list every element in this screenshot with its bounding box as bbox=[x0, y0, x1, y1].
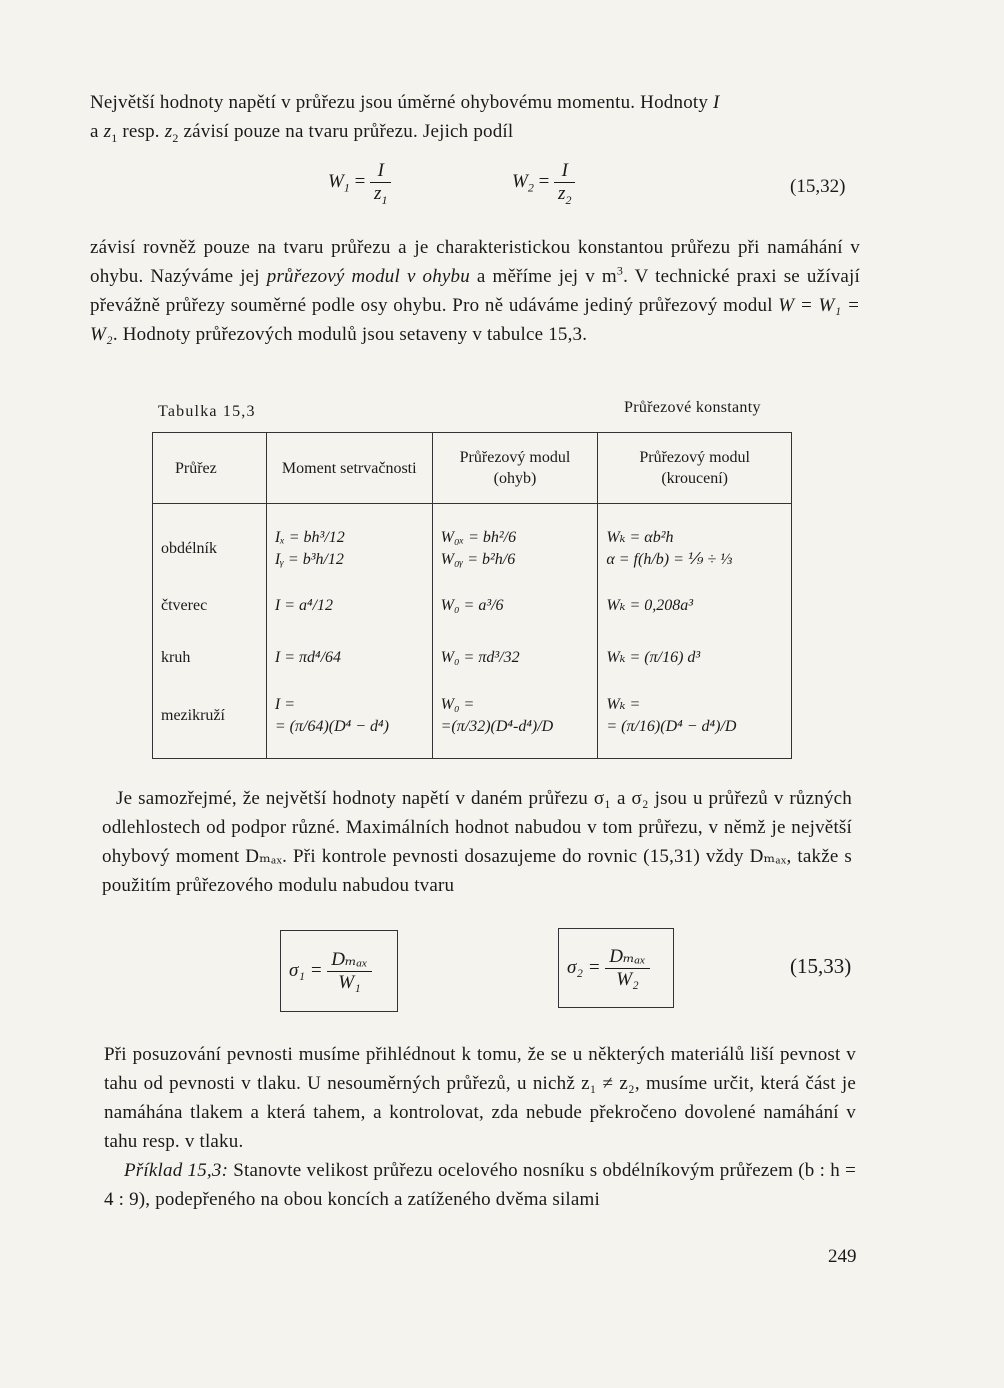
table-caption: Tabulka 15,3 bbox=[158, 403, 256, 420]
table-cell: kruh bbox=[153, 632, 267, 684]
formula-inline: W = W₁ = W₂ bbox=[90, 295, 860, 345]
paragraph-3: Je samozřejmé, že největší hodnoty napětí v daném průřezu σ₁ a σ₂ jsou u průřezů v různých odlehlostech od podpor různé. Maximálních hodnot nabudou v tom průřezu, v němž je největší ohybový moment Dₘₐₓ. Při kontrole pevnosti dosazujeme do rovnic (15,31) vždy Dₘₐₓ, takže s použitím průřezového modulu nabudou tvaru bbox=[102, 788, 852, 896]
text-line: a bbox=[90, 121, 104, 142]
table-header: Moment setrvačnosti bbox=[266, 433, 432, 504]
paragraph-5: Příklad 15,3: Stanovte velikost průřezu ocelového nosníku s obdélníkovým průřezem (b : h = 4 : 9), podepřeného na obou koncích a zatíženého dvěma silami bbox=[104, 1160, 857, 1210]
symbol-z1: z bbox=[103, 121, 112, 142]
table-cell: Wₖ = 0,208a³ bbox=[598, 580, 792, 632]
table-row bbox=[153, 632, 792, 684]
table-cell: W₀ₓ = bh²/6 W₀ᵧ = b²h/6 bbox=[432, 504, 598, 581]
table-header-row bbox=[153, 433, 792, 504]
table-row bbox=[153, 504, 792, 581]
equation-w2: $W_2$ = $\frac{I}{z_2}$ bbox=[512, 160, 575, 205]
equation-number: (15,33) bbox=[790, 954, 852, 978]
table-header: Průřezový modul (kroucení) bbox=[598, 433, 792, 504]
table-cell: Wₖ = = (π/16)(D⁴ − d⁴)/D bbox=[598, 684, 792, 759]
text-line: závisí pouze na tvaru průřezu. Jejich podíl bbox=[178, 121, 514, 142]
table-row bbox=[153, 684, 792, 759]
table-cell: W₀ = a³/6 bbox=[432, 580, 598, 632]
equation-w1: $W_1$ = $\frac{I}{z_1}$ bbox=[328, 160, 391, 205]
table-cell: Wₖ = (π/16) d³ bbox=[598, 632, 792, 684]
table-row bbox=[153, 580, 792, 632]
constants-table bbox=[152, 432, 792, 759]
table-header: Průřez bbox=[153, 433, 267, 504]
text-line: resp. bbox=[117, 121, 165, 142]
paragraph-1: Největší hodnoty napětí v průřezu jsou úměrné ohybovému momentu. Hodnoty I a $z_1$ resp. $z_2$ závisí pouze na tvaru průřezu. Jejich podíl bbox=[90, 92, 720, 145]
example-label: Příklad 15,3: bbox=[124, 1160, 229, 1181]
symbol-z2: z bbox=[164, 121, 173, 142]
table-cell: čtverec bbox=[153, 580, 267, 632]
table-cell: I = = (π/64)(D⁴ − d⁴) bbox=[266, 684, 432, 759]
term-italic: průřezový modul v ohybu bbox=[266, 266, 470, 287]
table-cell: obdélník bbox=[153, 504, 267, 581]
table-cell: I = a⁴/12 bbox=[266, 580, 432, 632]
table-cell: W₀ = πd³/32 bbox=[432, 632, 598, 684]
equation-box-sigma2: σ₂ = $\frac{\text{Dₘₐₓ}}{\text{W₂}}$ bbox=[558, 928, 674, 1008]
equation-number: (15,32) bbox=[790, 176, 846, 197]
table-header: Průřezový modul (ohyb) bbox=[432, 433, 598, 504]
symbol-I: I bbox=[713, 92, 720, 113]
equation-box-sigma1: σ₁ = $\frac{\text{Dₘₐₓ}}{\text{W₁}}$ bbox=[280, 930, 398, 1012]
table-cell: Iₓ = bh³/12 Iᵧ = b³h/12 bbox=[266, 504, 432, 581]
text-line: Největší hodnoty napětí v průřezu jsou úměrné ohybovému momentu. Hodnoty bbox=[90, 92, 714, 113]
table-cell: W₀ = =(π/32)(D⁴-d⁴)/D bbox=[432, 684, 598, 759]
page-number: 249 bbox=[828, 1246, 857, 1267]
table-cell: mezikruží bbox=[153, 684, 267, 759]
paragraph-4: Při posuzování pevnosti musíme přihlédnout k tomu, že se u některých materiálů liší pevnost v tahu od pevnosti v tlaku. U nesouměrných průřezů, u nichž z₁ ≠ z₂, musíme určit, která část je namáhána tlakem a která tahem, a kontrolovat, zda nebude překročeno dovolené namáhání v tahu resp. v tlaku. bbox=[104, 1044, 856, 1152]
table-cell: Wₖ = αb²h α = f(h/b) = ⅑ ÷ ⅓ bbox=[598, 504, 792, 581]
table-right-caption: Průřezové konstanty bbox=[624, 399, 761, 416]
paragraph-2: závisí rovněž pouze na tvaru průřezu a je charakteristickou konstantou průřezu při namáhání v ohybu. Nazýváme jej průřezový modul v ohybu a měříme jej v $m^3$. V technické praxi se užívají převážně průřezy souměrné podle osy ohybu. Pro ně udáváme jediný průřezový modul W = W₁ = W₂. Hodnoty průřezových modulů jsou setaveny v tabulce 15,3. bbox=[90, 237, 860, 345]
table-cell: I = πd⁴/64 bbox=[266, 632, 432, 684]
